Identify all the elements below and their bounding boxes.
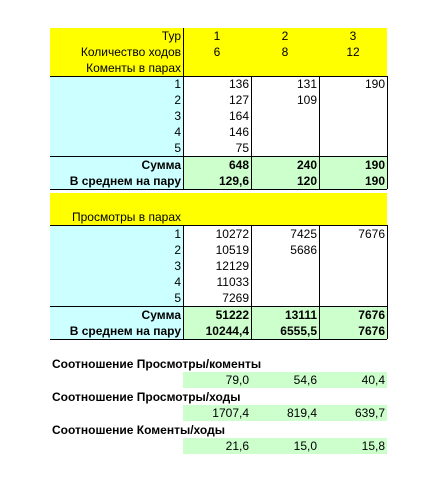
comments-r3-t3[interactable]: [319, 108, 387, 124]
comments-sum-label[interactable]: Сумма: [50, 157, 183, 173]
views-r2-t2[interactable]: 5686: [290, 243, 317, 257]
border-line: [50, 339, 387, 340]
comments-r3-t1[interactable]: 164: [228, 109, 249, 123]
border-line: [183, 225, 184, 339]
comments-pair-5[interactable]: 5: [50, 140, 183, 156]
border-line: [50, 225, 387, 226]
moves-label[interactable]: Количество ходов: [50, 44, 183, 60]
comments-sum-t1[interactable]: 648: [183, 157, 251, 173]
tur-3[interactable]: 3: [319, 28, 387, 44]
views-r5-t3[interactable]: [319, 290, 387, 306]
comments-r4-t2[interactable]: [251, 124, 319, 140]
views-title[interactable]: Просмотры в парах: [50, 209, 183, 225]
views-r3-t1[interactable]: 12129: [215, 259, 249, 273]
comments-r5-t2[interactable]: [251, 140, 319, 156]
views-title-fill: [183, 209, 387, 225]
border-line: [319, 76, 320, 189]
comments-r2-t3[interactable]: [319, 92, 387, 108]
ratio-comments-moves-title[interactable]: Соотношение Коменты/ходы: [52, 423, 225, 437]
ratio-views-moves-title[interactable]: Соотношение Просмотры/ходы: [52, 390, 241, 404]
views-r1-t3[interactable]: 7676: [358, 227, 385, 241]
comments-r2-t1[interactable]: 127: [228, 93, 249, 107]
views-r1-t1[interactable]: 10272: [215, 227, 249, 241]
comments-pair-3[interactable]: 3: [50, 108, 183, 124]
border-line: [387, 225, 388, 339]
border-line: [50, 189, 387, 190]
ratio-views-moves-t1[interactable]: 1707,4: [183, 405, 251, 421]
views-r2-t3[interactable]: [319, 242, 387, 258]
ratio-comments-moves-t2[interactable]: 15,0: [251, 438, 319, 454]
moves-1[interactable]: 6: [183, 44, 251, 60]
comments-pair-1[interactable]: 1: [50, 76, 183, 92]
views-pair-1[interactable]: 1: [50, 226, 183, 242]
views-r3-t3[interactable]: [319, 258, 387, 274]
comments-avg-t1[interactable]: 129,6: [183, 173, 251, 189]
views-avg-label[interactable]: В среднем на пару: [50, 323, 183, 339]
comments-r2-t2[interactable]: 109: [296, 93, 317, 107]
views-r4-t2[interactable]: [251, 274, 319, 290]
comments-r5-t1[interactable]: 75: [235, 141, 249, 155]
ratio-views-comments-t2[interactable]: 54,6: [251, 372, 319, 388]
ratio-comments-moves-t1[interactable]: 21,6: [183, 438, 251, 454]
views-avg-t3[interactable]: 7676: [319, 323, 387, 339]
comments-sum-t2[interactable]: 240: [251, 157, 319, 173]
comments-sum-t3[interactable]: 190: [319, 157, 387, 173]
views-avg-t1[interactable]: 10244,4: [183, 323, 251, 339]
views-title-spacer: [50, 193, 387, 209]
border-line: [251, 76, 252, 189]
comments-r3-t2[interactable]: [251, 108, 319, 124]
views-pair-5[interactable]: 5: [50, 290, 183, 306]
views-avg-t2[interactable]: 6555,5: [251, 323, 319, 339]
ratio-views-moves-t2[interactable]: 819,4: [251, 405, 319, 421]
comments-r5-t3[interactable]: [319, 140, 387, 156]
ratio-views-comments-title[interactable]: Соотношение Просмотры/коменты: [52, 357, 262, 371]
comments-r1-t2[interactable]: 131: [296, 77, 317, 91]
views-sum-t2[interactable]: 13111: [251, 307, 319, 323]
border-line: [50, 306, 387, 307]
ratio-comments-moves-t3[interactable]: 15,8: [319, 438, 387, 454]
tur-label[interactable]: Тур: [50, 28, 183, 44]
views-r2-t1[interactable]: 10519: [215, 243, 249, 257]
comments-r1-t3[interactable]: 190: [364, 77, 385, 91]
ratio-views-comments-t1[interactable]: 79,0: [183, 372, 251, 388]
tur-2[interactable]: 2: [251, 28, 319, 44]
comments-avg-t2[interactable]: 120: [251, 173, 319, 189]
views-r5-t1[interactable]: 7269: [222, 291, 249, 305]
tur-1[interactable]: 1: [183, 28, 251, 44]
border-line: [387, 76, 388, 189]
views-r1-t2[interactable]: 7425: [290, 227, 317, 241]
moves-3[interactable]: 12: [319, 44, 387, 60]
views-pair-4[interactable]: 4: [50, 274, 183, 290]
border-line: [183, 28, 184, 76]
comments-r4-t1[interactable]: 146: [228, 125, 249, 139]
views-r5-t2[interactable]: [251, 290, 319, 306]
border-line: [183, 76, 184, 189]
views-r4-t3[interactable]: [319, 274, 387, 290]
views-r4-t1[interactable]: 11033: [216, 275, 249, 289]
comments-title-fill: [183, 60, 387, 76]
comments-avg-t3[interactable]: 190: [319, 173, 387, 189]
views-sum-t1[interactable]: 51222: [183, 307, 251, 323]
border-line: [319, 225, 320, 339]
views-r3-t2[interactable]: [251, 258, 319, 274]
border-line: [50, 156, 387, 157]
views-pair-2[interactable]: 2: [50, 242, 183, 258]
comments-pair-4[interactable]: 4: [50, 124, 183, 140]
ratio-views-comments-t3[interactable]: 40,4: [319, 372, 387, 388]
views-sum-label[interactable]: Сумма: [50, 307, 183, 323]
border-line: [50, 76, 387, 77]
views-pair-3[interactable]: 3: [50, 258, 183, 274]
comments-r1-t1[interactable]: 136: [228, 77, 249, 91]
comments-r4-t3[interactable]: [319, 124, 387, 140]
comments-pair-2[interactable]: 2: [50, 92, 183, 108]
ratio-views-moves-t3[interactable]: 639,7: [319, 405, 387, 421]
border-line: [251, 225, 252, 339]
comments-title[interactable]: Коменты в парах: [50, 60, 183, 76]
views-sum-t3[interactable]: 7676: [319, 307, 387, 323]
comments-avg-label[interactable]: В среднем на пару: [50, 173, 183, 189]
moves-2[interactable]: 8: [251, 44, 319, 60]
